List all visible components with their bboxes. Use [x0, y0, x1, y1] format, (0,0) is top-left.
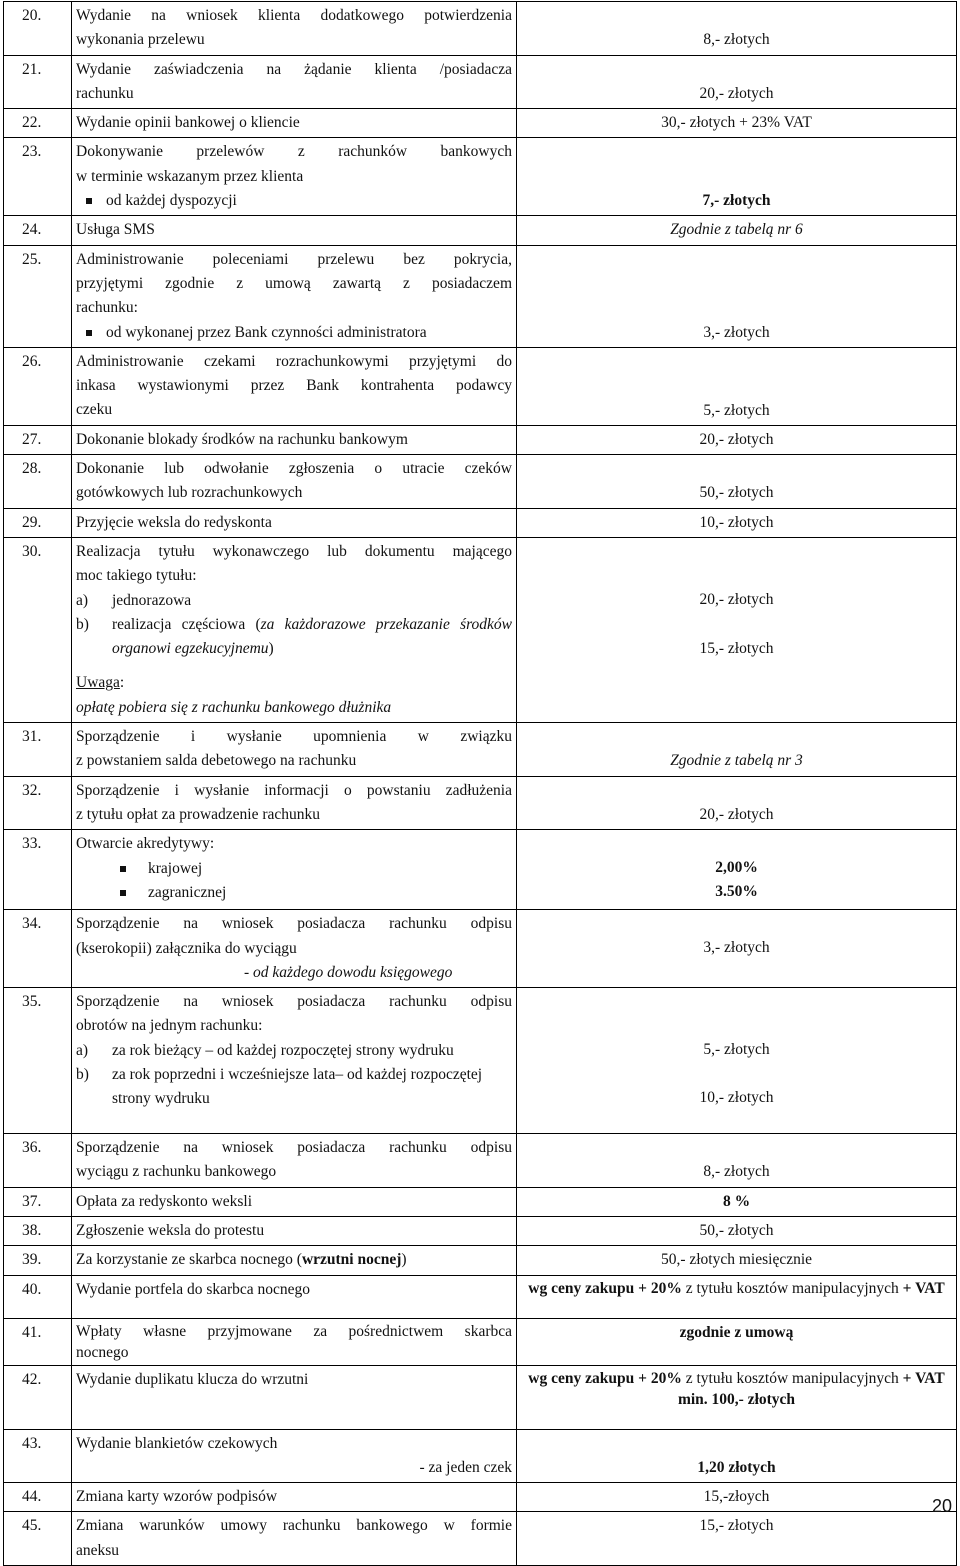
extra-note: - od każdego dowodu księgowego [244, 963, 453, 981]
table-row [4, 216, 957, 245]
table-row [4, 1216, 957, 1245]
table-row [4, 245, 957, 347]
item-description: Wydanie duplikatu klucza do wrzutni [72, 1365, 517, 1429]
item-description: Wydanie na wniosek klienta dodatkowego potwierdzenia wykonania przelewu [72, 2, 517, 56]
table-row [4, 830, 957, 910]
table-row [4, 55, 957, 109]
item-fee: 1,20 złotych [517, 1429, 957, 1483]
item-number: 31. [4, 723, 72, 777]
item-number: 33. [4, 830, 72, 910]
extra-note: - za jeden czek [419, 1458, 512, 1476]
table-row [4, 1134, 957, 1188]
sub-item-b: b) realizacja częściowa (za każdorazowe przekazanie środków organowi egzekucyjnemu) [76, 615, 513, 658]
note-label: Uwaga [76, 674, 120, 692]
item-fee: 30,- złotych + 23% VAT [517, 109, 957, 138]
item-number: 37. [4, 1187, 72, 1216]
item-number: 26. [4, 347, 72, 425]
item-description: Dokonywanie przelewów z rachunków bankowych w terminie wskazanym przez klienta od każdej dyspozycji [72, 138, 517, 216]
item-fee: Zgodnie z tabelą nr 6 [517, 216, 957, 245]
table-row [4, 508, 957, 537]
item-number: 45. [4, 1512, 72, 1566]
item-number: 39. [4, 1246, 72, 1275]
item-fee: 50,- złotych [517, 1216, 957, 1245]
item-number: 29. [4, 508, 72, 537]
bullet-item: zagranicznej [76, 881, 512, 905]
item-number: 25. [4, 245, 72, 347]
item-fee: Zgodnie z tabelą nr 3 [517, 723, 957, 777]
item-fee: 50,- złotych miesięcznie [517, 1246, 957, 1275]
fee-a: 2,00% [715, 859, 758, 877]
table-row [4, 455, 957, 509]
table-row [4, 109, 957, 138]
item-fee: 15,- złotych [517, 1512, 957, 1566]
item-number: 23. [4, 138, 72, 216]
item-description: Dokonanie blokady środków na rachunku bankowym [72, 425, 517, 454]
item-number: 44. [4, 1483, 72, 1512]
item-number: 28. [4, 455, 72, 509]
item-description: Za korzystanie ze skarbca nocnego (wrzutni nocnej) [72, 1246, 517, 1275]
item-number: 43. [4, 1429, 72, 1483]
item-fee [517, 988, 957, 1134]
item-number: 41. [4, 1318, 72, 1365]
table-row [4, 1318, 957, 1365]
item-fee: 3,- złotych [517, 245, 957, 347]
page-number: 20 [931, 1496, 952, 1516]
table-row [4, 1429, 957, 1483]
item-description: Dokonanie lub odwołanie zgłoszenia o utracie czeków gotówkowych lub rozrachunkowych [72, 455, 517, 509]
item-fee [517, 537, 957, 722]
item-description: Realizacja tytułu wykonawczego lub dokumentu mającego moc takiego tytułu: a) jednorazowa b) realizacja częściowa (za każdorazowe przekazanie środków organowi egzekucyjnemu) Uwaga: opłatę pobiera się z rachunku bankowego dłużnika [72, 537, 517, 722]
item-description: Wydanie blankietów czekowych - za jeden czek [72, 1429, 517, 1483]
item-description: Wydanie zaświadczenia na żądanie klienta /posiadacza rachunku [72, 55, 517, 109]
item-number: 22. [4, 109, 72, 138]
item-number: 20. [4, 2, 72, 56]
item-description: Sporządzenie na wniosek posiadacza rachunku odpisu (kserokopii) załącznika do wyciągu - od każdego dowodu księgowego [72, 910, 517, 988]
item-fee: 3,- złotych [517, 910, 957, 988]
sub-item-a: a) za rok bieżący – od każdej rozpoczętej strony wydruku [76, 1041, 454, 1059]
item-number: 27. [4, 425, 72, 454]
item-description: Opłata za redyskonto weksli [72, 1187, 517, 1216]
table-row [4, 1512, 957, 1566]
fee-a: 20,- złotych [699, 590, 774, 608]
bullet-item: od wykonanej przez Bank czynności administratora [76, 321, 512, 345]
table-row [4, 347, 957, 425]
item-description: Sporządzenie na wniosek posiadacza rachunku odpisu obrotów na jednym rachunku: a) za rok bieżący – od każdej rozpoczętej strony wydruku b) za rok poprzedni i wcześniejsze lata– od każdej rozpoczętej strony wydruku [72, 988, 517, 1134]
item-description: Administrowanie poleceniami przelewu bez pokrycia, przyjętymi zgodnie z umową zawartą z posiadaczem rachunku: od wykonanej przez Bank czynności administratora [72, 245, 517, 347]
item-description: Sporządzenie i wysłanie upomnienia w związku z powstaniem salda debetowego na rachunku [72, 723, 517, 777]
table-row [4, 723, 957, 777]
table-row [4, 776, 957, 830]
item-number: 21. [4, 55, 72, 109]
item-number: 42. [4, 1365, 72, 1429]
item-description: Wpłaty własne przyjmowane za pośrednictwem skarbca nocnego [72, 1318, 517, 1365]
fee-a: 5,- złotych [703, 1041, 770, 1059]
table-row [4, 988, 957, 1134]
table-row [4, 2, 957, 56]
table-row [4, 1246, 957, 1275]
item-number: 30. [4, 537, 72, 722]
item-fee: 50,- złotych [517, 455, 957, 509]
table-row [4, 537, 957, 722]
item-description: Usługa SMS [72, 216, 517, 245]
table-row [4, 1365, 957, 1429]
fee-table [3, 1, 957, 1566]
item-description: Zmiana karty wzorów podpisów [72, 1483, 517, 1512]
item-fee: 15,-złoych [517, 1483, 957, 1512]
item-description: Otwarcie akredytywy: krajowej zagranicznej [72, 830, 517, 910]
note-text: opłatę pobiera się z rachunku bankowego dłużnika [76, 698, 392, 716]
item-fee: zgodnie z umową [517, 1318, 957, 1365]
item-fee: 20,- złotych [517, 425, 957, 454]
item-number: 38. [4, 1216, 72, 1245]
item-description: Zgłoszenie weksla do protestu [72, 1216, 517, 1245]
item-description: Wydanie portfela do skarbca nocnego [72, 1275, 517, 1318]
item-fee: 7,- złotych [517, 138, 957, 216]
item-fee: 8,- złotych [517, 1134, 957, 1188]
item-fee: 8,- złotych [517, 2, 957, 56]
table-row [4, 910, 957, 988]
item-description: Zmiana warunków umowy rachunku bankowego w formie aneksu [72, 1512, 517, 1566]
item-number: 36. [4, 1134, 72, 1188]
item-fee: wg ceny zakupu + 20% z tytułu kosztów manipulacyjnych + VAT [517, 1275, 957, 1318]
item-description: Administrowanie czekami rozrachunkowymi przyjętymi do inkasa wystawionymi przez Bank kontrahenta podawcy czeku [72, 347, 517, 425]
bullet-item: krajowej [76, 857, 512, 881]
item-fee: 20,- złotych [517, 776, 957, 830]
item-fee: 5,- złotych [517, 347, 957, 425]
sub-item-a: a) jednorazowa [76, 591, 192, 609]
table-row [4, 1275, 957, 1318]
table-row [4, 425, 957, 454]
item-description: Wydanie opinii bankowej o kliencie [72, 109, 517, 138]
item-fee [517, 830, 957, 910]
fee-b: 3.50% [715, 883, 758, 901]
bullet-item: od każdej dyspozycji [76, 189, 512, 213]
item-description: Sporządzenie na wniosek posiadacza rachunku odpisu wyciągu z rachunku bankowego [72, 1134, 517, 1188]
item-fee: 8 % [517, 1187, 957, 1216]
item-description: Sporządzenie i wysłanie informacji o powstaniu zadłużenia z tytułu opłat za prowadzenie rachunku [72, 776, 517, 830]
item-fee: 10,- złotych [517, 508, 957, 537]
item-number: 32. [4, 776, 72, 830]
item-number: 35. [4, 988, 72, 1134]
table-row [4, 1187, 957, 1216]
item-number: 40. [4, 1275, 72, 1318]
fee-b: 10,- złotych [699, 1089, 774, 1107]
fee-b: 15,- złotych [699, 639, 774, 657]
table-row [4, 138, 957, 216]
item-description: Przyjęcie weksla do redyskonta [72, 508, 517, 537]
sub-item-b: b) za rok poprzedni i wcześniejsze lata– od każdej rozpoczętej strony wydruku [76, 1065, 483, 1108]
item-number: 24. [4, 216, 72, 245]
item-fee: 20,- złotych [517, 55, 957, 109]
table-row [4, 1483, 957, 1512]
item-number: 34. [4, 910, 72, 988]
item-fee: wg ceny zakupu + 20% z tytułu kosztów manipulacyjnych + VAT min. 100,- złotych [517, 1365, 957, 1429]
